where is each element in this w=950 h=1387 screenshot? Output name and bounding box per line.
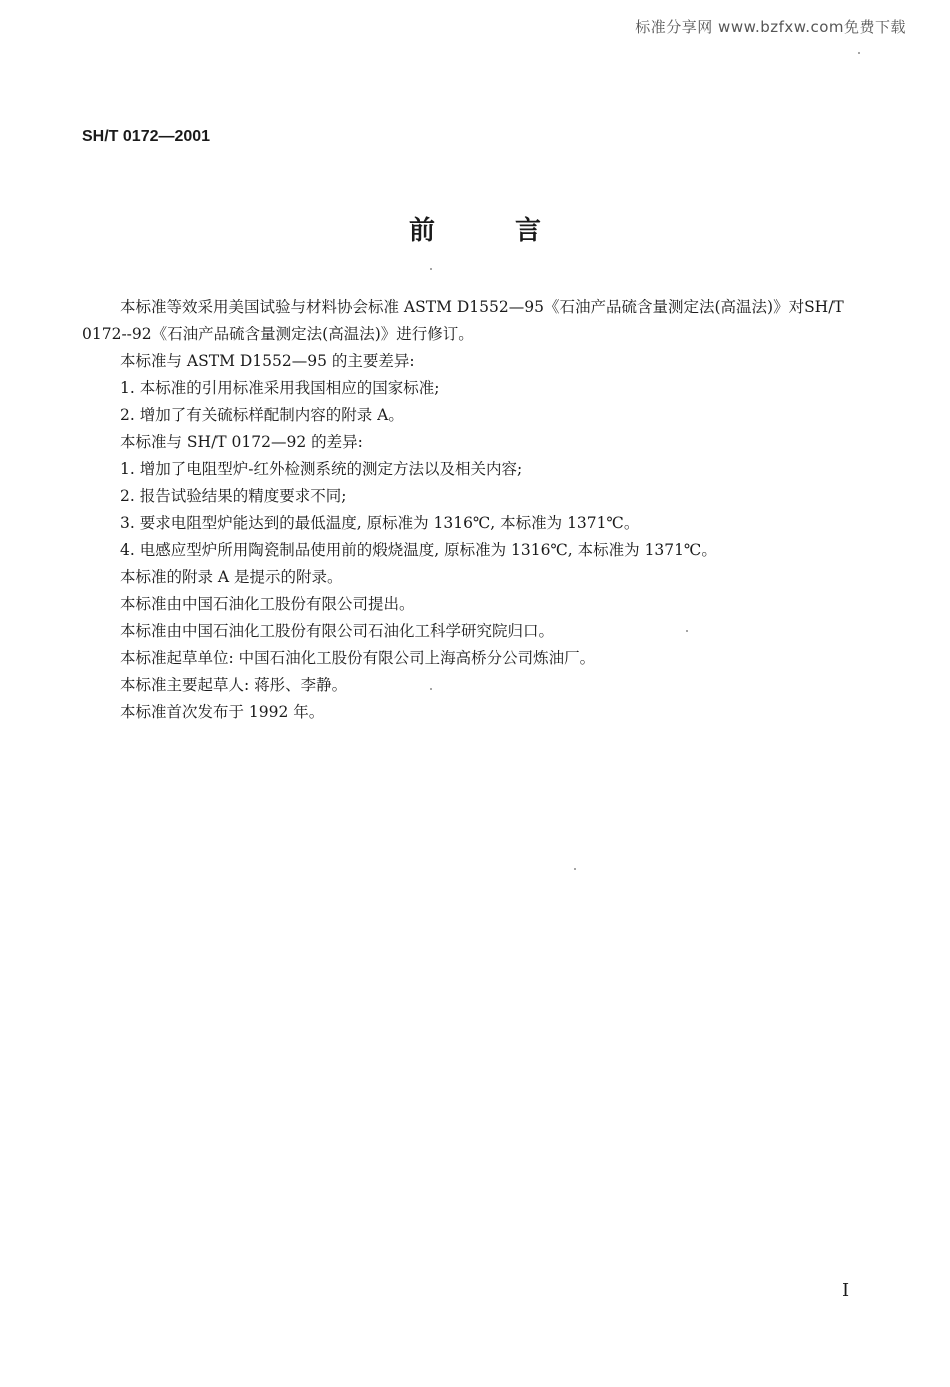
list-item: 2. 增加了有关硫标样配制内容的附录 A。 — [120, 406, 404, 424]
paragraph-previous-differences-heading: 本标准与 SH/T 0172—92 的差异: — [120, 433, 363, 451]
list-item: 3. 要求电阻型炉能达到的最低温度, 原标准为 1316℃, 本标准为 1371℃。 — [120, 514, 640, 532]
paragraph-appendix-note: 本标准的附录 A 是提示的附录。 — [120, 568, 343, 586]
scan-speck — [430, 268, 432, 270]
foreword-body — [82, 294, 872, 726]
list-item: 1. 增加了电阻型炉-红外检测系统的测定方法以及相关内容; — [120, 460, 523, 478]
paragraph-adoption: 本标准等效采用美国试验与材料协会标准 ASTM D1552—95《石油产品硫含量测定法(高温法)》对SH/T 0172--92《石油产品硫含量测定法(高温法)》进行修订。 — [82, 298, 844, 343]
paragraph-responsible-unit: 本标准由中国石油化工股份有限公司石油化工科学研究院归口。 — [120, 622, 555, 640]
paragraph-drafting-unit: 本标准起草单位: 中国石油化工股份有限公司上海高桥分公司炼油厂。 — [120, 649, 596, 667]
scan-speck — [574, 868, 576, 870]
watermark-text: 标准分享网 www.bzfxw.com免费下载 — [635, 18, 906, 36]
scan-speck — [430, 688, 432, 690]
scan-speck — [858, 52, 860, 54]
list-item: 1. 本标准的引用标准采用我国相应的国家标准; — [120, 379, 440, 397]
standard-code: SH/T 0172—2001 — [82, 128, 211, 145]
paragraph-proposer: 本标准由中国石油化工股份有限公司提出。 — [120, 595, 415, 613]
page-title: 前言 — [408, 216, 621, 246]
paragraph-astm-differences-heading: 本标准与 ASTM D1552—95 的主要差异: — [120, 352, 415, 370]
list-item: 4. 电感应型炉所用陶瓷制品使用前的煅烧温度, 原标准为 1316℃, 本标准为 1371℃。 — [120, 541, 717, 559]
list-item: 2. 报告试验结果的精度要求不同; — [120, 487, 347, 505]
paragraph-first-published: 本标准首次发布于 1992 年。 — [120, 703, 325, 721]
scan-speck — [686, 630, 688, 632]
page-number: I — [842, 1280, 850, 1301]
paragraph-drafters: 本标准主要起草人: 蒋彤、李静。 — [120, 676, 348, 694]
